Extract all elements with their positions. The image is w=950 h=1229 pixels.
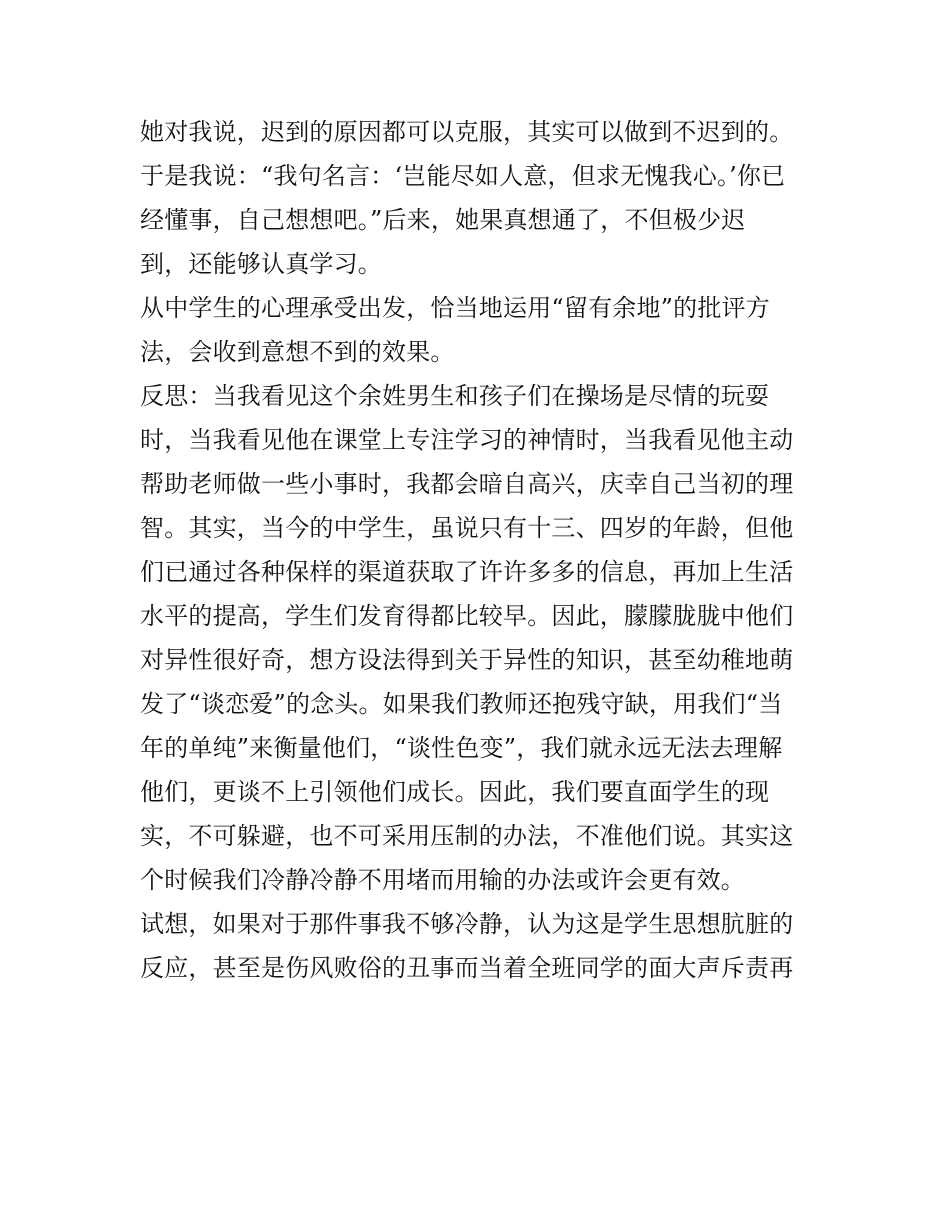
- text-line: 反思：当我看见这个余姓男生和孩子们在操场是尽情的玩耍: [140, 382, 770, 410]
- text-line: 于是我说：“我句名言：‘岂能尽如人意，但求无愧我心。’你已: [140, 162, 786, 190]
- text-line: 试想，如果对于那件事我不够冷静，认为这是学生思想肮脏的: [140, 910, 794, 938]
- text-line: 他们，更谈不上引领他们成长。因此，我们要直面学生的现: [140, 778, 770, 806]
- text-line: 法，会收到意想不到的效果。: [140, 338, 455, 366]
- text-line: 水平的提高，学生们发育得都比较早。因此，朦朦胧胧中他们: [140, 602, 794, 630]
- text-line: 智。其实，当今的中学生，虽说只有十三、四岁的年龄，但他: [140, 514, 794, 542]
- text-line: 对异性很好奇，想方设法得到关于异性的知识，甚至幼稚地萌: [140, 646, 794, 674]
- document-body: [140, 110, 820, 990]
- text-line: 们已通过各种保样的渠道获取了许许多多的信息，再加上生活: [140, 558, 794, 586]
- text-line: 个时候我们冷静冷静不用堵而用输的办法或许会更有效。: [140, 866, 745, 894]
- text-line: 实，不可躲避，也不可采用压制的办法，不准他们说。其实这: [140, 822, 794, 850]
- text-line: 她对我说，迟到的原因都可以克服，其实可以做到不迟到的。: [140, 118, 794, 146]
- text-line: 帮助老师做一些小事时，我都会暗自高兴，庆幸自己当初的理: [140, 470, 794, 498]
- text-line: 时，当我看见他在课堂上专注学习的神情时，当我看见他主动: [140, 426, 794, 454]
- text-line: 从中学生的心理承受出发，恰当地运用“留有余地”的批评方: [140, 294, 770, 322]
- text-line: 年的单纯”来衡量他们，“谈性色变”，我们就永远无法去理解: [140, 734, 783, 762]
- text-line: 反应，甚至是伤风败俗的丑事而当着全班同学的面大声斥责再: [140, 954, 794, 982]
- text-line: 经懂事，自己想想吧。”后来，她果真想通了，不但极少迟: [140, 206, 746, 234]
- text-line: 发了“谈恋爱”的念头。如果我们教师还抱残守缺，用我们“当: [140, 690, 783, 718]
- text-line: 到，还能够认真学习。: [140, 250, 382, 278]
